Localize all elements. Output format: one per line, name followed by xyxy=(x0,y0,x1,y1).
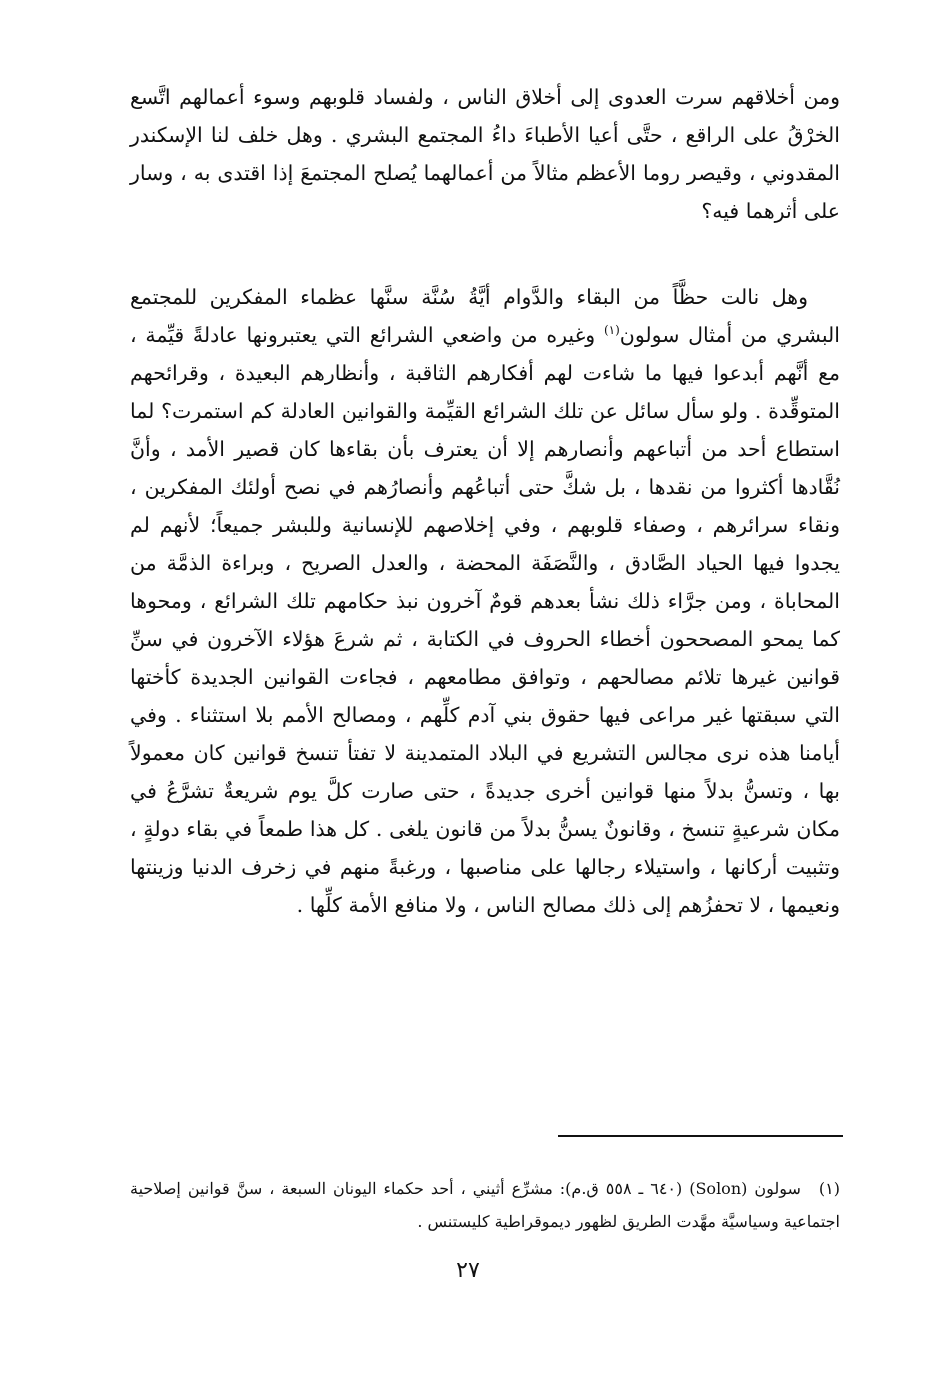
footnote-text: سولون (Solon) (٦٤٠ ـ ٥٥٨ ق.م): مشرِّع أثيني ، أحد حكماء اليونان السبعة ، سنَّ قوانين إصلاحية اجتماعية وسياسيَّة مهَّدت الطريق لظهور ديموقراطية كليستنس . xyxy=(130,1179,840,1231)
footnote-number: (١) xyxy=(818,1179,840,1198)
footnote-separator-line xyxy=(558,1135,843,1137)
paragraph-2-text-before-note: وهل نالت حظَّاً من البقاء والدَّوام أيَّةُ سُنَّة سنَّها عظماء المفكرين للمجتمع البشري من أمثال سولون xyxy=(130,285,840,347)
paragraph-1: ومن أخلاقهم سرت العدوى إلى أخلاق الناس ، ولفساد قلوبهم وسوء أعمالهم اتَّسع الخرْقُ على الراقع ، حتَّى أعيا الأطباءَ داءُ المجتمع البشري . وهل خلف لنا الإسكندر المقدوني ، وقيصر روما الأعظم مثالاً من أعمالهما يُصلح المجتمعَ إذا اقتدى به ، وسار على أثرهما فيه؟ xyxy=(130,85,840,223)
footnote xyxy=(130,1172,840,1238)
footnote-reference: (١) xyxy=(603,323,620,338)
paragraph-2-text-after-note: وغيره من واضعي الشرائع التي يعتبرونها عادلةً قيِّمة ، مع أنَّهم أبدعوا فيها ما شاءت لهم أفكارهم الثاقبة ، وأنظارهم البعيدة ، وقرائحهم المتوقِّدة . ولو سأل سائل عن تلك الشرائع القيِّمة والقوانين العادلة كم استمرت؟ لما استطاع أحد من أتباعهم وأنصارهم إلا أن يعترف بأن بقاءها كان قصير الأمد ، وأنَّ نُقَّادها أكثروا من نقدها ، بل شكَّ حتى أتباعُهم وأنصارُهم في نصح أولئك المفكرين ، ونقاء سرائرهم ، وصفاء قلوبهم ، وفي إخلاصهم للإنسانية وللبشر جميعاً؛ لأنهم لم يجدوا فيها الحياد الصَّادق ، والنَّصَفَة المحضة ، والعدل الصريح ، وبراءة الذمَّة من المحاباة ، ومن جرَّاء ذلك نشأ بعدهم قومٌ آخرون نبذ حكامهم تلك الشرائع ، ومحوها كما يمحو المصححون أخطاء الحروف في الكتابة ، ثم شرعَ هؤلاء الآخرون في سنِّ قوانين غيرها تلائم مصالحهم ، وتوافق مطامعهم ، فجاءت القوانين الجديدة كأختها التي سبقتها غير مراعى فيها حقوق بني آدم كلِّهم ، ومصالح الأمم بلا استثناء . وفي أيامنا هذه نرى مجالس التشريع في البلاد المتمدينة لا تفتأ تنسخ قوانين كان معمولاً بها ، وتسنُّ بدلاً منها قوانين أخرى جديدةً ، حتى صارت كلَّ يوم شريعةٌ تشرَّعُ في مكان شرعيةٍ تنسخ ، وقانونٌ يسنُّ بدلاً من قانون يلغى . كل هذا طمعاً في بقاء دولةٍ ، وتثبيت أركانها ، واستيلاء رجالها على مناصبها ، ورغبةً منهم في زخرف الدنيا وزينتها ونعيمها ، لا تحفزُهم إلى ذلك مصالح الناس ، ولا منافع الأمة كلِّها . xyxy=(130,323,840,917)
page-number: ٢٧ xyxy=(456,1258,480,1283)
paragraph-2 xyxy=(130,278,840,924)
